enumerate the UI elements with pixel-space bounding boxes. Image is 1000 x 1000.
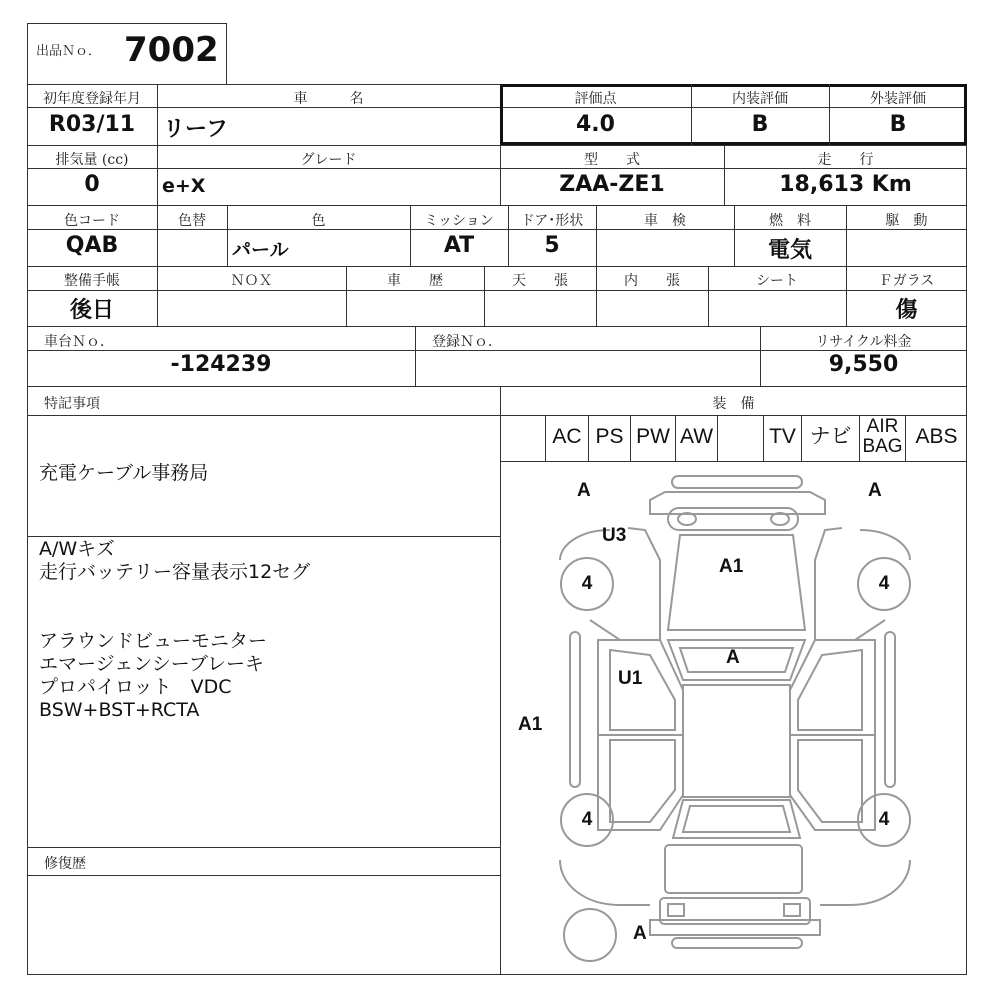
tire-rr-grade: 4	[878, 809, 890, 830]
h-line	[27, 290, 967, 291]
equipment-item: PW	[636, 425, 670, 448]
color-value: パール	[232, 239, 289, 261]
model-label: 型 式	[584, 152, 640, 168]
grade-label: グレード	[300, 152, 357, 168]
equipment-cell	[588, 415, 630, 461]
fuel-value: 電気	[767, 238, 812, 263]
first-reg-label: 初年度登録年月	[43, 91, 141, 107]
mark-windshield: A	[726, 647, 740, 668]
mark-hood: A1	[719, 556, 744, 577]
equipment-cell	[905, 415, 967, 461]
interior-value: B	[751, 112, 769, 137]
equipment-item: TV	[769, 425, 796, 448]
h-line	[27, 326, 967, 327]
spare-tire	[563, 908, 617, 962]
color-code-label: 色コード	[64, 213, 120, 229]
equipment-item: ABS	[915, 425, 958, 448]
repair-history-label: 修復歴	[44, 856, 86, 872]
grade-value: e+X	[162, 175, 206, 197]
equipment-label: 装 備	[712, 396, 755, 412]
nox-label: ＮＯＸ	[230, 273, 273, 289]
score-value: 4.0	[576, 112, 615, 137]
mark-front-right: A	[868, 480, 882, 501]
door-label: ドア･形状	[520, 213, 584, 229]
h-line	[27, 847, 500, 848]
mark-front-left: A	[577, 480, 591, 501]
equipment-cell	[630, 415, 675, 461]
drive-label: 駆 動	[885, 213, 928, 229]
row1-end	[27, 145, 967, 146]
fuel-label: 燃 料	[769, 213, 811, 229]
glass-value: 傷	[895, 298, 918, 323]
exterior-value: B	[889, 112, 907, 137]
recycle-label: リサイクル料金	[815, 334, 912, 350]
mark-front-pillar: U3	[602, 525, 627, 546]
car-name-value: リーフ	[163, 117, 228, 142]
equipment-item: AIR BAG	[862, 416, 903, 457]
roof-label: 天 張	[512, 273, 568, 289]
interior-trim-label: 内 張	[624, 273, 680, 289]
first-reg-value: R03/11	[48, 112, 136, 137]
mark-door-left: U1	[618, 668, 643, 689]
mileage-label: 走 行	[817, 152, 874, 168]
transmission-label: ミッション	[424, 213, 494, 229]
recycle-value: 9,550	[828, 352, 899, 377]
repaint-label: 色替	[178, 213, 206, 229]
displacement-value: 0	[84, 172, 100, 197]
inspection-label: 車 検	[644, 213, 686, 229]
car-name-label: 車 名	[293, 91, 364, 107]
history-label: 車 歴	[387, 273, 443, 289]
mark-rear-bumper: A	[633, 923, 647, 944]
mileage-value: 18,613 Km	[779, 172, 912, 197]
tire-fr-grade: 4	[878, 573, 890, 594]
score-label: 評価点	[574, 91, 617, 107]
equipment-cell	[801, 415, 859, 461]
notes-line1: 充電ケーブル事務局	[39, 462, 209, 484]
equipment-item: ナビ	[809, 425, 852, 448]
lot-label: 出品Ｎｏ．	[36, 44, 102, 59]
maintenance-label: 整備手帳	[64, 273, 120, 289]
transmission-value: AT	[443, 233, 475, 258]
registration-label: 登録Ｎｏ．	[432, 334, 502, 350]
chassis-value: -124239	[170, 352, 272, 377]
chassis-label: 車台Ｎｏ．	[44, 334, 114, 350]
displacement-label: 排気量 (cc)	[55, 152, 129, 168]
tire-fl-grade: 4	[581, 573, 593, 594]
h-line	[27, 266, 967, 267]
equipment-item: AC	[552, 425, 582, 448]
mark-side-left: A1	[518, 714, 543, 735]
notes-body: A/Wキズ 走行バッテリー容量表示12セグ アラウンドビューモニター エマージェンシーブレーキ プロパイロット VDC BSW+BST+RCTA	[39, 538, 311, 721]
equipment-cell	[500, 415, 545, 461]
seat-label: シート	[756, 273, 798, 289]
h-line	[27, 536, 500, 537]
equipment-cell	[717, 415, 763, 461]
equipment-item: PS	[595, 425, 624, 448]
equipment-cell	[675, 415, 717, 461]
lot-number: 7002	[124, 30, 219, 70]
h-line	[27, 875, 500, 876]
equipment-cell	[545, 415, 588, 461]
door-value: 5	[544, 233, 560, 258]
notes-label: 特記事項	[44, 396, 100, 412]
equipment-cell	[859, 415, 905, 461]
equipment-item: AW	[679, 425, 714, 448]
h-line	[27, 386, 967, 387]
color-label: 色	[311, 213, 326, 229]
maintenance-value: 後日	[69, 298, 114, 323]
equipment-cell	[763, 415, 801, 461]
exterior-label: 外装評価	[870, 91, 926, 107]
glass-label: Ｆガラス	[878, 273, 935, 289]
model-value: ZAA-ZE1	[559, 172, 665, 197]
color-code-value: QAB	[65, 233, 119, 258]
interior-label: 内装評価	[732, 91, 788, 107]
v-line	[415, 326, 416, 386]
car-diagram	[501, 462, 966, 974]
tire-rl-grade: 4	[581, 809, 593, 830]
h-line	[27, 205, 967, 206]
